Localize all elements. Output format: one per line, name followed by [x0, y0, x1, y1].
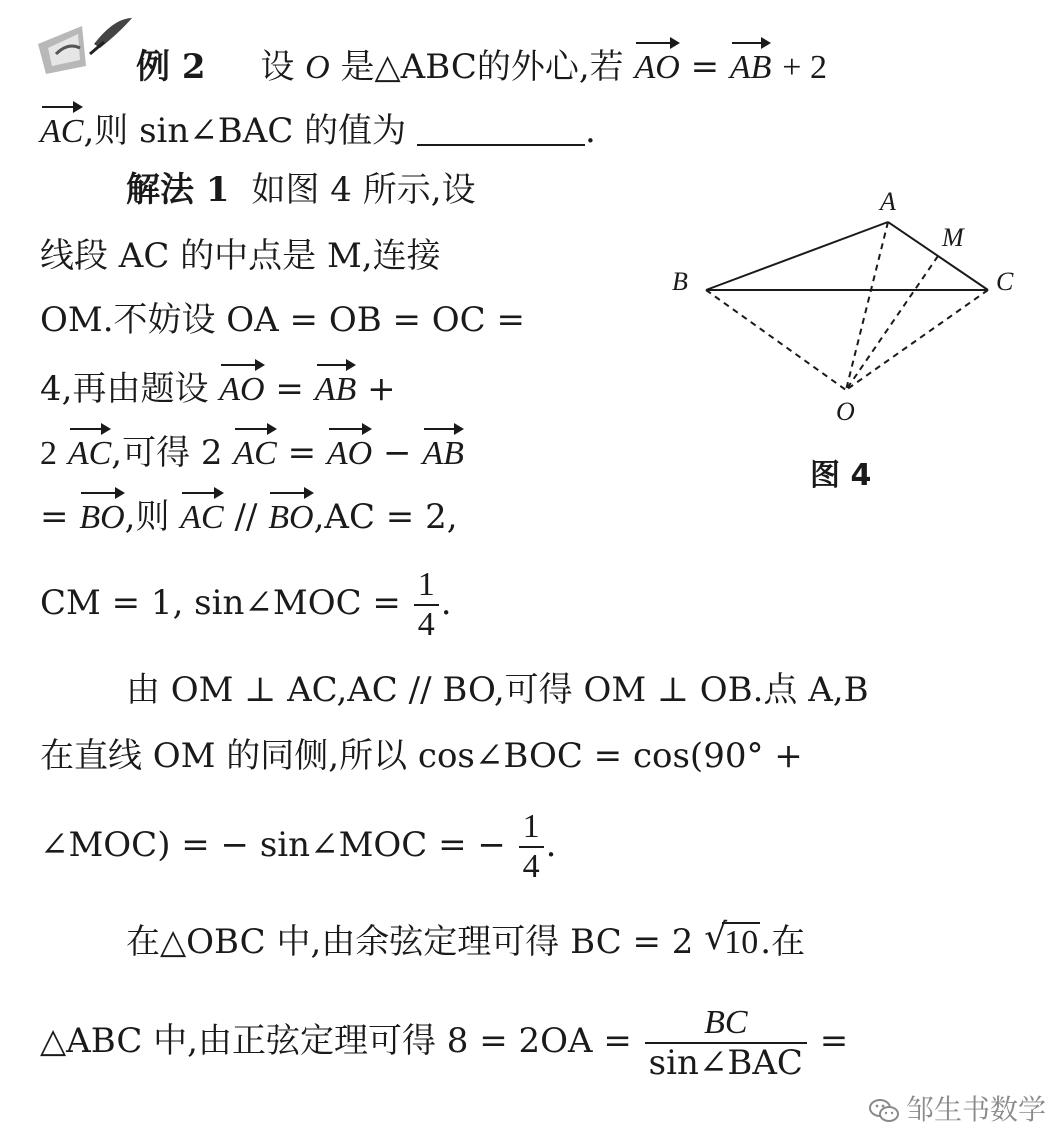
segment-BA [706, 222, 888, 290]
solution-line-1: 解法 1 如图 4 所示,设 [126, 170, 476, 210]
fraction-one-quarter: $\frac{1}{4}$ [414, 566, 439, 644]
para2-line-3: ∠MOC) = − sin∠MOC = − $\frac{1}{4}$ . [40, 808, 557, 885]
solution-line-5: 2 AC,可得 2 AC = AO − AB [40, 426, 464, 476]
label-O: O [836, 397, 855, 426]
segment-AO [846, 222, 888, 390]
fraction-neg-quarter: $\frac{1}{4}$ [519, 808, 544, 886]
label-C: C [996, 267, 1014, 296]
fraction-bc-over-sin: $\frac{BC}{\text{sin∠BAC}}$ [645, 1004, 807, 1082]
solution-line-4: 4,再由题设 AO = AB + [40, 362, 396, 412]
figure-caption: 图 4 [810, 458, 872, 493]
wechat-icon [868, 1097, 900, 1125]
example-label: 例 2 [136, 47, 206, 87]
label-A: A [880, 187, 896, 216]
solution-line-7: CM = 1, sin∠MOC = $\frac{1}{4}$ . [40, 566, 452, 643]
para3-line-2: △ABC 中,由正弦定理可得 8 = 2OA = $\frac{BC}{\text{sin∠BAC}}$ = [40, 1004, 849, 1083]
segment-BO [706, 290, 846, 390]
solution-line-6: = BO,则 AC // BO,AC = 2, [40, 490, 458, 540]
watermark [868, 1088, 1046, 1128]
solution-line-3: OM.不妨设 OA = OB = OC = [40, 300, 525, 340]
vector-AC: AC [40, 104, 83, 154]
label-B: B [672, 267, 688, 296]
vector-AO: AO [634, 40, 679, 90]
example-line-2: AC,则 sin∠BAC 的值为 . [40, 104, 596, 154]
watermark-text: 邹生书数学 [906, 1093, 1047, 1126]
solution-line-2: 线段 AC 的中点是 M,连接 [40, 236, 441, 276]
para2-line-1: 由 OM ⊥ AC,AC // BO,可得 OM ⊥ OB.点 A,B [126, 670, 869, 710]
solution-label: 解法 1 [126, 170, 230, 210]
vector-BO: BO [79, 490, 124, 540]
para3-line-1: 在△OBC 中,由余弦定理可得 BC = 2 √ 10.在 [126, 920, 805, 965]
quill-icon [34, 14, 134, 80]
example-line-1: 例 2 设 O 是△ABC的外心,若 AO = AB + 2 [136, 40, 827, 90]
answer-blank [417, 114, 585, 146]
sqrt-10: √ 10 [704, 917, 759, 961]
vector-AB: AB [730, 40, 772, 90]
label-M: M [942, 223, 964, 252]
segment-MO [846, 256, 938, 390]
segment-CO [846, 290, 988, 390]
para2-line-2: 在直线 OM 的同侧,所以 cos∠BOC = cos(90° + [40, 736, 803, 776]
triangle-figure [660, 180, 1040, 430]
